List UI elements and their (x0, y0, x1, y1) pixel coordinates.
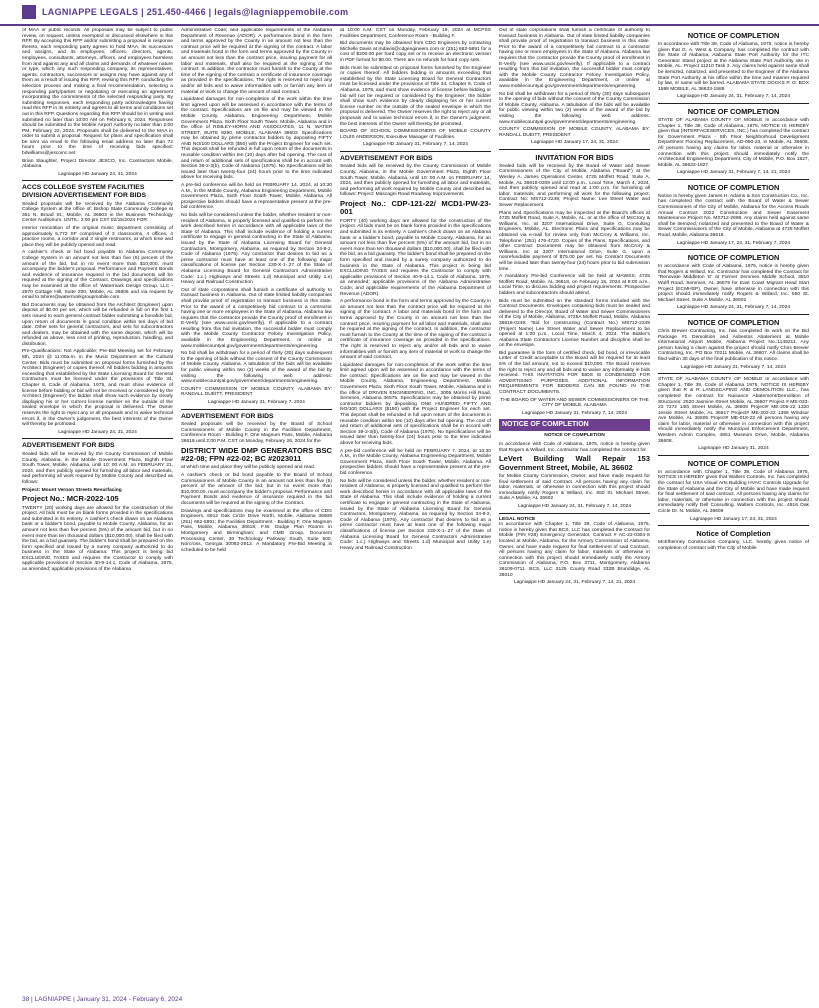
paragraph: Bid Documents may be obtained from the Architect (Engineer) upon deposit of $0.00 per set, which will be refunded in full on the first 1 sets issued to each general contract bidder submitting a bonafide bid, upon return of documents in good condition within ten days of bid date. Other sets for general contractors, and sets for subcontractors and dealers, may be obtained with the same deposit, which will be refunded as above, less cost of printing, reproduction, handling, and distribution. (22, 302, 173, 347)
paragraph: THE BOARD OF WATER AND SEWER COMMISSIONERS OF THE CITY OF MOBILE, ALABAMA (500, 397, 649, 409)
paragraph: In accordance with Title 39, Code of Alabama, 1975, notice is hereby given that G. A. West & Company, has completed the contract with the State of Alabama, Alabama State Port Authority for the ITC Generator Stand project at the Alabama State Port Authority site in Mobile, AL. Project 11210 Task 3. Any claims held against same shall be itemized, notarized, and presented to the Engineer of the Alabama State Port Authority at his office within the time and manner required by law, or same will be barred. ALABAMA STATE DOCKS P. O. BOX 1588 MOBILE, AL 36633-1588 (658, 42, 809, 92)
column-5 (658, 28, 809, 986)
notice-heading: NOTICE OF COMPLETION (687, 253, 780, 263)
legals-page (22, 28, 810, 986)
notice-heading: NOTICE OF COMPLETION (687, 106, 780, 116)
paragraph: No bid shall be withdrawn for a period of thirty (30) days subsequent to the opening of bids without the consent of the County Commission of Mobile County, Alabama. A tabulation of the bids will be available for public viewing within two (2) weeks of the award of the bid by visiting the following web address: www.mobilecountyal.gov/government/departments/engineering. (499, 91, 650, 125)
paragraph: of MAA or public records. All proposals may be subject to public review, on request, unless exempted or discussed elsewhere in this RFP. By accepting this RFP and/or submitting a proposal in response thereto, each responding party agrees to hold MAA, its successors and assigns, and its employees, officers, directors, agents, employees, consultants, attorneys, officers, and employees harmless from and against any and all claims and demands of whatever nature or type, which any such responding company, its representatives, agents, contractors, successors or assigns may have against any of them as a result of issuing this RFP, revising this RFP, conducting the selection process and making a final recommendation, selecting a responding party/parties or negotiating or executing an agreement incorporating the commitments of the selected responding party. By submitting responses, each responding party acknowledges having read this RFP in its entirety and agrees to all terms and conditions set out in this RFP. Questions regarding this RFP should be in writing and submitted no later than 10:00 AM on February 6, 2024. Responses should be submitted to the Mobile Airport Authority no later than 2:00 PM, February 22, 2024. Proposals shall be delivered to the MAA in order to submit a proposal. Request for plans and specification shall be sent via email to the following email address no later than 72 hours prior to the time of receiving bids specified: bdwilliams@jescoinc.net (22, 28, 173, 157)
notice-heading: ADVERTISEMENT FOR BIDS (22, 442, 115, 450)
page-footer: 38 | LAGNIAPPE | January 31, 2024 - February 6, 2024 (22, 996, 183, 1003)
paragraph: for Mobile County Commission, Owner, and have made request for final settlement of said Contract. All persons having any claim for labor, materials, or otherwise in connection with this project should immediately notify Rogers & Willard, Inc. 550 St. Michael Street, Suite A Mobile, AL 36602 (499, 474, 650, 502)
divider (658, 249, 809, 250)
paragraph: A mandatory Pre-bid Conference will be held at MAWSS, 4725 Moffett Road, Mobile, AL 36618, on February 15, 2024 at 9:00 a.m., Local Time, to discuss bidding and project requirements. Prospective bidders and subcontractors should attend. (499, 274, 650, 296)
notice-heading: NOTICE OF COMPLETION (544, 433, 605, 439)
divider (658, 314, 809, 315)
publication-tag: Lagniappe HD January 24, 31, 2024 (58, 429, 137, 435)
paragraph: No bid shall be withdrawn for a period of thirty (30) days subsequent to the opening of bids without the consent of the County Commission of Mobile County, Alabama. A tabulation of the bids will be available for public viewing within two (2) weeks of the award of the bid by visiting the following web address: www.mobilecountyal.gov/government/departments/engineering. (181, 351, 332, 385)
publication-tag: Lagniappe HD January 31, February 7, 14, 2024 (522, 410, 627, 416)
paragraph: In accordance with Chapter 1, Title 39, Code of Alabama, 1975, notice is hereby given that BCS, LLC has completed the Contract for Mobile (PIN #28) Emergency Generator, Contract # AC-22-0304-S located at Mobile, Alabama, for the Armory Commission of Alabama, Owner, and have made request for final settlement of said Contract. All persons having any claim for labor, materials or otherwise in connection with this project should immediately notify the Armory Commission of Alabama, P.O. Box 3711, Montgomery, Alabama 36109-0711. BCS, LLC 3125 County Road 332B Brundidge, AL 36010 (499, 522, 650, 578)
paragraph: Out of state corporations shall furnish a certificate of authority to transact business in Alabama. Out of state limited liability companies shall provide proof of registration to transact business in this state. Prior to the award of a competitively bid contract to a contractor having one or more employees in the State of Alabama, Alabama law requires that the contractor provide the County proof of enrollment in E-Verify (see www.uscis.gov/everify). If applicable to a contract resulting from this bid invitation, the successful bidder must comply with the Mobile County Contractor Felony Investigation Policy, available in the Engineering Department, or online at www.mobilecountyal.gov/government/departments/engineering. (181, 287, 332, 349)
section-banner: NOTICE OF COMPLETION (499, 419, 650, 431)
paragraph: In accordance with Code of Alabama, 1975, notice is hereby given that Rogers & Willard, Inc. Contractor has completed the Contract for "Renovate Middleton 'E' at Former Semmes Middle School, 3810 Wulff Road, Semmes, AL 36575 for East Coast Migrant Head Start Project (ECMHSP), Owner, have otherwise in connection with this project should immediately notify Rogers & Willard, Inc. 550 St. Michael Street, Suite A Mobile, AL 36602 (658, 264, 809, 303)
paragraph: Brian Slaughter, Project Director JESCO, Inc. Contractors Mobile, Alabama (22, 158, 173, 170)
column-1 (22, 28, 173, 986)
paragraph: Sealed proposals will be received by the Alabama Community College System at the office of: Bishop State Community College at 351 N. Broad St., Mobile, AL 36603 in the Business Technology Center Auditorium. UNTIL: 2:00 pm CST 02/15/2024 FOR: (22, 201, 173, 224)
divider (658, 455, 809, 456)
paragraph: STATE OF ALABAMA COUNTY OF MOBILE In accordance with Chapter 1, Title 39, Code of Alabama, 1975, NOTICE IS HEREBY given that (INTERFACESERVICES, INC.) has completed the contract for Government Plaza - 5th Floor Neighborhood Development Department Flooring Replacement, AD-090-23, in Mobile, AL 36606. All persons having any claims for labor, material or otherwise in connection with this project should immediately notify the Architectural Engineering Department, City of Mobile, P.O. Box 1827, Mobile, AL 36633-1827. (658, 117, 809, 168)
column-4 (499, 28, 650, 986)
divider (181, 409, 332, 410)
paragraph: Sealed bids will be received by the County Commission of Mobile County, Alabama, in the Mobile Government Plaza, Eighth Floor South Tower, Mobile, Alabama, until 10: 00 A.M. on FEBRUARY 14, 2024, and then publicly opened for furnishing all labor and materials, and performing all work required by Mobile County and described as follows: Project: Mascagni Road Roadway Improvements (340, 164, 491, 198)
notice-heading: ADVERTISEMENT FOR BIDS (340, 154, 433, 162)
paragraph: Pre-Qualifications: Not Applicable; Pre-Bid Meeting set for February 8th, 2024 @ 11:00a.m. in the Music Department at the Cultural Center. Bids must be submitted on proposal forms furnished by the Architect (Engineer) or copies thereof. All bidders bidding in amounts exceeding that established by the State Licensing Board for General Contractors must be licensed under the provisions of Title 34, Chapter 8, Code of Alabama, 1975, and must show evidence of license before bidding or bid will not be received or considered by the Architect (Engineer); the bidder shall show such evidence by clearly displaying his or her current license number on the outside of the sealed envelope in which the proposal is delivered. The Owner reserves the right to reject any or all proposals and to waive technical errors if, in the Owner's judgement, the best interests of the Owner will thereby be promoted. (22, 349, 173, 428)
header-text: LAGNIAPPE LEGALS | 251.450-4466 | legals@lagniappemobile.com (42, 7, 349, 17)
publication-tag: Lagniappe HD January 31, February 7, 2024 (208, 400, 305, 405)
notice-heading: ACCS COLLEGE SYSTEM FACILITIES DIVISION ADVERTISEMENT FOR BIDS (22, 184, 146, 200)
paragraph: Administrative Code; and applicable requirements of the Alabama Department of Revenue (ADOR). A performance bond in the form and terms approved by the County in an amount not less than the contract price will be required at the signing of the contract. A labor and materials bond in the form and terms approved by the County in an amount not less than the contract price, insuring payment for all labor and materials, shall also be required at the signing of the contract. In addition, the contractor must furnish to the County at the time of the signing of the contract a certificate of insurance coverage as provided in the specifications. The right is reserved to reject any and/or all bids and to waive informalities with or furnish any item of material or work to change the amount of said contract. (181, 28, 332, 95)
publication-tag: Lagniappe HD January 17, 24, 31, February 7, 2024 (676, 240, 791, 246)
paragraph: Bids must be submitted on the standard forms included with the Contract Documents. Envelopes containing bids must be sealed and delivered to the Director, Board of Water and Sewer Commissioners of the City of Mobile, Alabama, 4725A Moffett Road, Mobile, Alabama 36618-0249: "Bid for constructing (Contract No.) MS712-2249 (Project Name) Lee Street Water and Sewer Replacement to be opened at 1:00 p.m., Local Time, March 4, 2024. The Bidder's Alabama State Contractor's License Number and discipline shall be on the envelope. (499, 298, 650, 349)
publication-tag: Lagniappe HD January 24, 31, February 7, 14, 2024 (676, 305, 791, 311)
paragraph: Sealed bids will be received by the County Commission of Mobile County, Alabama, in the Mobile Government Plaza, Eighth Floor South Tower, Mobile, Alabama, until 10: 00 A.M. on FEBRUARY 21, 2024, and then publicly opened for furnishing all labor and materials, and performing all work required by Mobile County and described as follows: (22, 451, 173, 485)
paragraph: No bids will be considered unless the bidder, whether resident or non-resident of Alabama, is properly licensed and qualified to perform the work described herein in accordance with all applicable laws of the State of Alabama. This shall include evidence of holding a current certificate to engage in general contracting in the State of Alabama, issued by the State of Alabama Licensing Board for General Contractors, Montgomery, Alabama, as required by Section 34-8-2, Code of Alabama (1975). Any contractor that desires to bid as a prime contractor must have at least one of the following major classifications of license per Section 230-X-1-.27 of the State of Alabama Licensing Board for General Contractors Administrative Code: 1.c.) Highways and Streets 1.d) Municipal and Utility 1.e) Heavy and Railroad Construction (340, 478, 491, 551)
publication-tag: Lagniappe HD January 31, February 7, 14, 2024 (681, 364, 786, 370)
paragraph: Notice is hereby given James H. Adams & Son Construction Co., Inc. has completed the contract with the Board of Water & Sewer Commissioners of the City of Mobile, Alabama for the Access Roads Annual Contract 2022 Construction and Sewer Easement Maintenance Project No. MS712-2698. Any claims held against same shall be itemized, notarized and presented to the Board of Water & Sewer Commissioners of the City of Mobile, Alabama at 4725 Moffett Road, Mobile, Alabama 36618. (658, 193, 809, 239)
project-number: Project No.: MCR-2022-105 (22, 494, 119, 504)
column-2 (181, 28, 332, 986)
header-square-icon (22, 5, 36, 19)
paragraph: McElhenney Construction Company, LLC. hereby gives notice of completion of contract with The City of Mobile (658, 540, 809, 551)
publication-tag: Lagniappe HD January 24, 31, 2024 (58, 171, 137, 177)
publication-tag: Lagniappe HD January 24, 31, February 7, 14, 21, 2024 (513, 580, 636, 586)
paragraph: STATE OF ALABAMA COUNTY OF MOBILE In accordance with Chapter 1, Title 39, Code of Alabama 1975, NOTICE IS HEREBY given that R & R LANDSCAPING AND DEMOLITION LLC., has completed the contract for Nuisance Abatement/Demolition of Structures: 2520 Jasmine Street Mobile, AL 36607 Project # ME-033-23 7272 14th Street Mobile, AL 36608 Project# ME-205-22 1320 Jessie Street Mobile, AL 36617 Project# ME-202-22 1355 Windsor Ave Mobile, AL 36605 Project# ME-018-23 All persons having any claim for labor, material or otherwise in connection with this project should immediately notify the Municipal Enforcement Department, Western Admin Complex, 4851 Museum Drive, Mobile, Alabama 36608. (658, 377, 809, 444)
divider (499, 149, 650, 150)
divider (340, 151, 491, 152)
paragraph: at which time and place they will be publicly opened and read. (181, 465, 316, 471)
notice-heading: ADVERTISEMENT FOR BIDS (181, 412, 274, 420)
publication-tag: Lagniappe HD January 31, February 7, 14, 2024 (363, 142, 468, 148)
publication-tag: Lagniappe HD January 31, February 7, 14, 21, 2024 (676, 170, 791, 176)
paragraph: A performance bond in the form and terms approved by the County in an amount not less than the contract price will be required at the signing of the contract. A labor and materials bond in the form and terms approved by the County in an amount not less than the contract price, insuring payment for all labor and materials, shall also be required at the signing of the contract. In addition, the contractor must furnish to the County at the time of the signing of the contract a certificate of insurance coverage as provided in the specifications. The right is reserved to reject any and/or all bids and to waive informalities with or furnish any item of material or work to change the amount of said contract. (340, 299, 491, 361)
paragraph: COUNTY COMMISSION OF MOBILE COUNTY, ALABAMA BY: RANDALL DUEITT, PRESIDENT (181, 386, 332, 398)
paragraph: Liquidated damages for non-completion of the work within the time limit agreed upon will be assessed in accordance with the terms of the contract. Specifications are on file and may be viewed in the Mobile County, Alabama, Engineering Department, Mobile Government Plaza, Sixth Floor South Tower, Mobile, Alabama and in the office of RIMLEY-HORN AND ASSOCIATES, 11 N. WATER STREET, SUITE 9290, MOBILE, ALABAMA 36602. Specifications may be obtained by prime contractor bidders by depositing FIFTY AND NO/100 DOLLARS ($50) with the Project Engineer for each set. This deposit shall be refunded in full upon return of the documents in reusable condition within ten (10) days after bid opening. The cost of and return of additional sets of specifications shall be in accord with Section 39-2-3(b), Code of Alabama (1975). No Specifications will be issued later than twenty-four (24) hours prior to the time indicated above for receiving bids. (181, 97, 332, 181)
paragraph: Bid guarantee in the form of certified check, bid bond, or irrevocable Letter of Credit acceptable to the Board will be required for at least 5% of the bid amount, not to exceed $10,000. The Board reserves the right to reject any and all bids and to waive any informality in bids received. THIS INVITATION FOR BIDS IS CONDENSED FOR ADVERTISING PURPOSES. ADDITIONAL INFORMATION REQUIREMENTS FOR BIDDERS CAN BE FOUND IN THE CONTRACT DOCUMENTS. (499, 350, 650, 396)
divider (22, 180, 173, 181)
paragraph: A pre-bid conference will be held on FEBRUARY 7, 2024, at 10:30 A.M., in the Mobile County, Alabama Engineering Department, Mobile Government Plaza, Sixth Floor South Tower, Mobile, Alabama. All prospective bidders should have a representative present at the pre-bid conference. (340, 448, 491, 476)
publication-tag: Lagniappe HD January 31, 2024 (698, 446, 769, 452)
paragraph: Drawings and specifications may be examined at the office of CDG Engineers, 6912 Oak Circle Drive North, Mobile, Alabama 36609 (251) 662-5891; the Facilities Department - Building F, One Magnum Pass, Mobile, Alabama 36618; F.W. Dodge Plan Rooms in Montgomery and Birmingham; and CMD Group, Document Processing Center, 30 Technology Parkway South, Suite 500, Norcross, Georgia 30092-2912. A Mandatory Pre-Bid Meeting is scheduled to be held (181, 508, 332, 553)
notice-heading: NOTICE OF COMPLETION (687, 317, 780, 327)
notice-heading: NOTICE OF COMPLETION (687, 31, 780, 40)
paragraph: Bid documents may be obtained from CDG Engineers by contacting Michelle Davis at mdavis@cdgengineers.com or (251) 662-5891 for a cost of $200.00 per hard copy set or to receive an electronic version in PDF format for $0.00. There are no refunds for hard copy sets. (340, 41, 491, 63)
paragraph: In accordance with Code of Alabama, 1975, notice is hereby given that Rogers & Willard, Inc. contractor has completed the contract for (499, 442, 650, 453)
paragraph: Bids must be submitted on proposal forms furnished by the Engineer or copies thereof. All bidders bidding in amounts exceeding that established by the State Licensing Board for General Contractors must be licensed under the provisions of Title 34, Chapter 8, Code of Alabama, 1975, and must show evidence of license before bidding or bid will not be required or considered by the Engineer; the bidder shall show such evidence by clearly displaying his or her current license number on the outside of the sealed envelope in which the proposal is delivered. The Owner reserves the right to reject any or all proposals and to waive technical errors if, in the Owner's judgment, the best interests of the Owner will thereby be promoted. (340, 65, 491, 127)
notice-heading: Notice of Completion (696, 529, 771, 539)
divider (658, 373, 809, 374)
paragraph: Sealed proposals will be received by the Board of School Commissioners of Mobile County in the Facilities Department, Conference Room - Building F, One Magnum Pass, Mobile, Alabama 36618 until 2:00 P.M. CST on Monday, February 26, 2024 for the (181, 422, 332, 444)
paragraph: Project: Mount Vernon Streets Resurfacing (22, 487, 122, 493)
divider (658, 103, 809, 104)
paragraph: Chris Brewer Contracting, Inc. has completed its work on the Bid Package #1 Demolition and Asbestos Abatement at Mobile International Airport Mobile, Alabama Project No.:1149211. Any person having a claim against the project should notify Chris Brewer Contracting, Inc. PO Box 70211 Mobile, AL 36607. All claims shall be filed within 30 days of the final publication of this notice. (658, 328, 809, 362)
paragraph: Plans and Specifications may be inspected at the Board's offices at 4725 Moffett Road, Suite A, Mobile, AL, or at the office of McCrory & Williams, Inc. at 3207 International Drive, Suite G, Consulting Engineers, Mobile, AL. Electronic Plans and Specifications may be obtained via e-mail for review only from McCrory & Williams, Inc. Telephone: (251) 476-4720. Copies of the Plans, Specifications, and other Contract Documents may be obtained from McCrory & Williams, Inc at 3207 International Drive, Suite G, upon a nonrefundable payment of $75.00 per set. No Contract Documents will be issued later than twenty-four (24) hours prior to bid submission time. (499, 210, 650, 272)
divider (22, 438, 173, 439)
paragraph: COUNTY COMMISSION OF MOBILE COUNTY, ALABAMA BY: RANDALL DUEITT, PRESIDENT (499, 127, 650, 138)
notice-heading: NOTICE OF COMPLETION (687, 458, 780, 468)
notice-heading: LEGAL NOTICE (499, 516, 536, 522)
paragraph: No bids will be considered unless the bidder, whether resident or non-resident of Alabama, is properly licensed and qualified to perform the work described herein in accordance with all applicable laws of the State of Alabama. This shall include evidence of holding a current certificate to engage in general contracting in the State of Alabama, issued by the State of Alabama Licensing Board for General Contractors, Montgomery, Alabama, as required by Section 34-8-2, Code of Alabama (1975). Any contractor that desires to bid as a prime contractor must have at least one of the following major classifications of license per Section 230-X-1-.27 of the State of Alabama Licensing Board for General Contractors Administrative Code: 1.c.) Highways and Streets 1.d) Municipal and Utility 1.e) Heavy and Railroad Construction (181, 213, 332, 286)
paragraph: TWENTY (20) working days are allowed for the construction of the project. All bids must be on blank forms provided in the specifications and submitted in its entirety. A cashier's check drawn on an Alabama bank or a bidder's bond, payable to Mobile County, Alabama, for an amount not less than five percent (5%) of the amount bid, but in no event more than ten thousand dollars ($10,000.00), shall be filed with the bid, as a bid guaranty. The bidder's bond shall be prepared on the form specified and issued by a surety company authorized to do business in the State of Alabama. This project is being bid EXCLUDING TAXES and requires the Contractor to comply with applicable provisions of Section 40-9-14.1, Code of Alabama, 1975, as amended; applicable provisions of the Alabama (22, 505, 173, 573)
project-number: Project No.: CDP-121-22/ MCD1-PW-23-001 (340, 199, 491, 217)
publication-tag: Lagniappe HD January 17, 24, 31, 2024 (531, 140, 618, 146)
project-title: LeVert Building Wall Repair 153 Government Street, Mobile, AL 36602 (499, 454, 650, 472)
paragraph: BOARD OF SCHOOL COMMISSIONERS OF MOBILE COUNTY LOUIS ANDERSON, Executive Manager of Facilities (340, 129, 491, 140)
paragraph: at 10:00 A.M. CST on Monday, February 19, 2024 at MCPSS Facilities Department, Conference Room - Building F. (340, 28, 491, 39)
publication-tag: Lagniappe HD January 17, 24, 31, 2024 (690, 516, 777, 522)
column-3 (340, 28, 491, 986)
project-number: DISTRICT WIDE DMP GENERATORS BSC #22-08; FPN #22-02; BC #2023011 (181, 445, 332, 463)
notice-heading: INVITATION FOR BIDS (535, 152, 614, 162)
paragraph: Liquidated damages for non-completion of the work within the time limit agreed upon will be assessed in accordance with the terms of the contract. Specifications are on file and may be viewed in the Mobile County, Alabama, Engineering Department, Mobile Government Plaza, Sixth Floor South Tower, Mobile, Alabama and in the office of DRIVEN ENGINEERING, INC., 3005 Morris Hill Road, Semmes, Alabama 36575. Specifications may be obtained by prime contractor bidders by depositing ONE HUNDRED FIFTY AND NO/100 DOLLARS ($150) with the Project Engineer for each set. This deposit shall be refunded in full upon return of the documents in reusable condition within ten (10) days after bid opening. The cost of and return of additional sets of specifications shall be in accord with Section 39-2-3(b), Code of Alabama (1975). No Specifications will be issued later than twenty-four (24) hours prior to the time indicated above for receiving bids. (340, 362, 491, 446)
paragraph: Out of state corporations shall furnish a certificate of authority to transact business in Alabama. Out of state limited liability companies shall provide proof of registration to transact business in this state. Prior to the award of a competitively bid contract to a contractor having one or more employees in the State of Alabama, Alabama law requires that the contractor provide the County proof of enrollment in E-Verify (see www.uscis.gov/everify). If applicable to a contract resulting from this bid invitation, the successful bidder must comply with the Mobile County Contractor Felony Investigation Policy, available in the Engineering Department, or online at www.mobilecountyal.gov/government/departments/engineering. (499, 28, 650, 89)
notice-heading: NOTICE OF COMPLETION (687, 182, 780, 192)
divider (658, 525, 809, 526)
publication-tag: Lagniappe HD January 24, 31, February 7, 14, 2024 (517, 503, 632, 509)
paragraph: A cashier's check or bid bond payable to Alabama Community College System in an amount not less than five (5) percent of the amount of the bid, but in no event more than $10,000, must accompany the bidder's proposal. Performance and Payment Bonds and evidence of insurance required in the bid documents will be required at the signing of the Contract. Drawings and specifications may be examined at the office of: Watermark Design Group, LLC - 2970 Cottage Hill, Suite 200, Mobile, AL 36606 and via request by email to tshirer@watermarkgroupmobile.com. (22, 250, 173, 301)
divider (499, 513, 650, 514)
page-header (0, 0, 819, 26)
paragraph: Interior renovation of the original music department consisting of approximately 5,772 SF comprised of 3 classrooms, 4 offices, 4 practice rooms, a corridor and 3 single restrooms, at which time and place they will be publicly opened and read. (22, 226, 173, 248)
publication-tag: Lagniappe HD January 24, 31, February 7, 14, 2024 (676, 94, 791, 100)
paragraph: Sealed bids will be received by the Board of Water and Sewer Commissioners of the City of Mobile, Alabama ("Board") at the Wesley A. James Operations Center, 4725 Moffett Road, Suite A, Mobile, AL 36618-0209 until 12:00 p.m., Local Time, March 4, 2024, and then publicly opened and read at 1:00 p.m. for furnishing all labor, materials, and performing all work for the following project: Contract No: MS712-2249, Project Name: Lee Street Water and Sewer Replacement. (499, 163, 650, 209)
paragraph: A pre-bid conference will be held on FEBRUARY 14, 2024, at 10:30 A.M., in the Mobile County, Alabama Engineering Department, Mobile Government Plaza, Sixth Floor South Tower, Mobile, Alabama. All prospective bidders should have a representative present at the pre-bid conference. (181, 183, 332, 211)
paragraph: A cashier's check or bid bond payable to the Board of School Commissioners of Mobile County in an amount not less than five (5) percent of the amount of the bid, but in no event more than $10,000.00, must accompany the bidder's proposal. Performance and Payment Bonds and evidence of insurance required in the bid documents will be required at the signing of the Contract. (181, 472, 332, 506)
paragraph: FORTY (40) working days are allowed for the construction of the project. All bids must be on blank forms provided in the specifications and submitted in its entirety. A cashier's check drawn on an Alabama bank or a bidder's bond, payable to Mobile County, Alabama, for an amount not less than five percent (5%) of the amount bid, but in no event more than ten thousand dollars ($10,000.00), shall be filed with the bid, as a bid guaranty. The bidder's bond shall be prepared on the form specified and issued by a surety company authorized to do business in the State of Alabama. This project is being bid EXCLUDING TAXES and requires the Contractor to comply with applicable provisions of Section 40-9-14.1, Code of Alabama, 1975, as amended; applicable provisions of the Alabama Administrative Code; and applicable requirements of the Alabama Department of Revenue (ADOR). (340, 218, 491, 297)
divider (658, 179, 809, 180)
paragraph: In accordance with Chapter 1, Title 39, Code of Alabama 1975, NOTICE IS HEREBY given that Walters Controls, Inc. has completed the contract for USA Visual Arts Building HVAC Controls Upgrade for the State of Alabama and the City of Mobile and have made request for final settlement of said contract. All persons having any claims for labor, materials, or otherwise in connection with this project should immediately notify Dell Consulting. Walters Controls, Inc. 4916 Oak Circle Dr. N. Mobile, AL 36609 (658, 469, 809, 514)
